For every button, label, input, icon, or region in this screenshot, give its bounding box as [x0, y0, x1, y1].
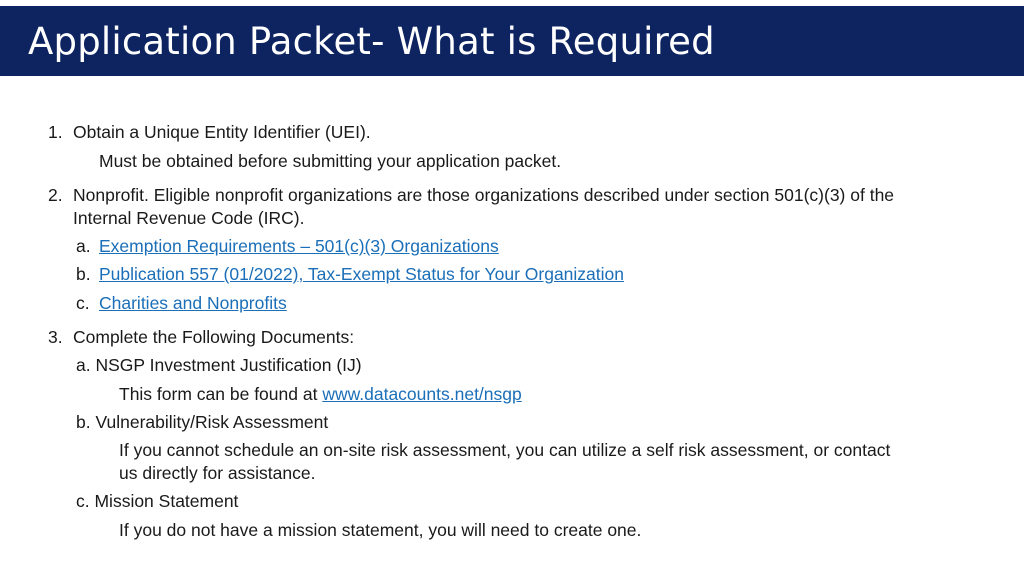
item3-c-note: If you do not have a mission statement, you will need to create one. [119, 520, 642, 540]
item3-a-note-prefix: This form can be found at [119, 384, 323, 404]
page-title: Application Packet- What is Required [28, 20, 715, 63]
item2-link-a-marker: a. [76, 236, 91, 256]
publication-557-link[interactable]: Publication 557 (01/2022), Tax-Exempt Status for Your Organization [99, 264, 624, 284]
exemption-requirements-link[interactable]: Exemption Requirements – 501(c)(3) Organizations [99, 236, 499, 256]
item3-a-label: a. NSGP Investment Justification (IJ) [76, 355, 362, 375]
item3-a-note [119, 383, 522, 405]
item2-number: 2. [48, 185, 63, 205]
datacounts-link[interactable]: www.datacounts.net/nsgp [322, 384, 522, 404]
item3-c-label: c. Mission Statement [76, 491, 239, 511]
item3-text: Complete the Following Documents: [73, 327, 355, 347]
item3-b-label: b. Vulnerability/Risk Assessment [76, 412, 329, 432]
item2-link-c-marker: c. [76, 293, 90, 313]
item1-text: Obtain a Unique Entity Identifier (UEI). [73, 122, 371, 142]
item2-link-b-marker: b. [76, 264, 91, 284]
item3-b-note-line2: us directly for assistance. [119, 463, 316, 483]
item2-text-line2: Internal Revenue Code (IRC). [73, 208, 305, 228]
item3-number: 3. [48, 327, 63, 347]
item3-b-note-line1: If you cannot schedule an on-site risk assessment, you can utilize a self risk assessment, or contact [119, 440, 891, 460]
charities-nonprofits-link[interactable]: Charities and Nonprofits [99, 293, 287, 313]
item1-note: Must be obtained before submitting your application packet. [99, 151, 562, 171]
item2-text-line1: Nonprofit. Eligible nonprofit organizations are those organizations described under section 501(c)(3) of the [73, 185, 895, 205]
item1-number: 1. [48, 122, 63, 142]
